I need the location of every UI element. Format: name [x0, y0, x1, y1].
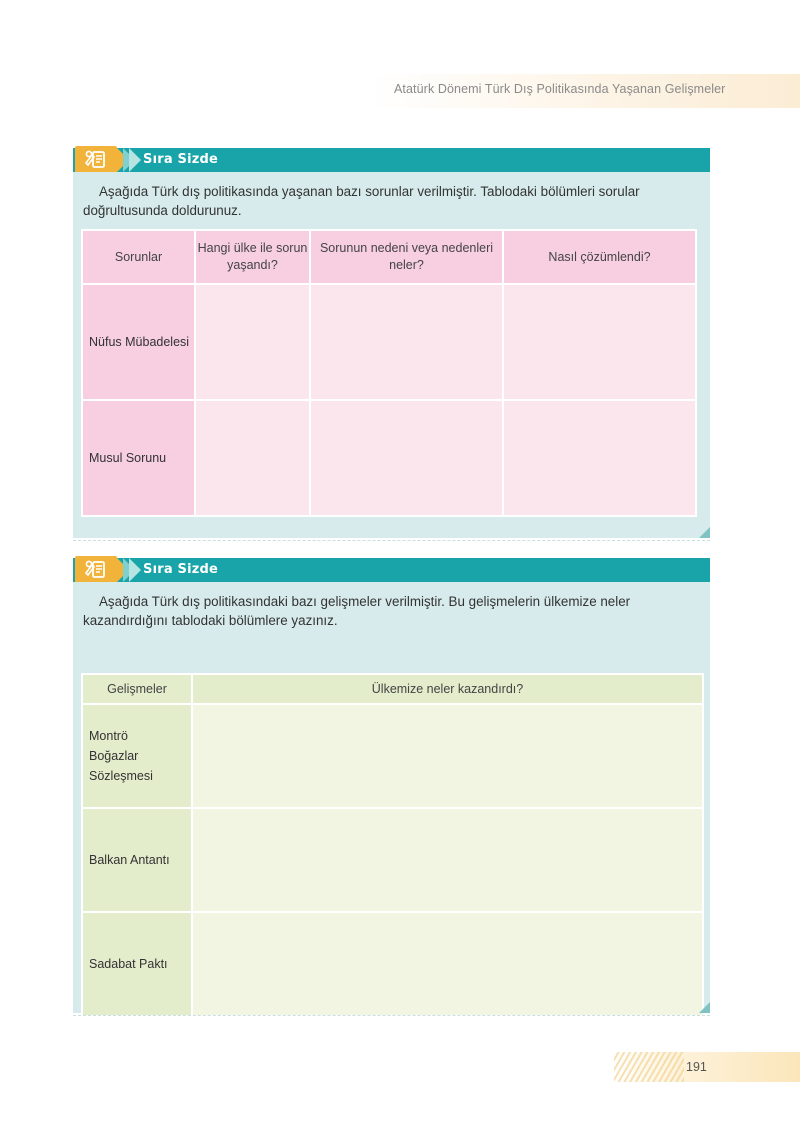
row-label: Sadabat Paktı	[82, 912, 192, 1016]
column-header: Gelişmeler	[82, 674, 192, 704]
activity-header	[73, 558, 710, 582]
activity-header	[73, 148, 710, 172]
column-header: Ülkemize neler kazandırdı?	[192, 674, 703, 704]
divider	[73, 1015, 710, 1016]
row-label: Nüfus Mübadelesi	[82, 284, 195, 400]
column-header: Sorunun nedeni veya nedenleri neler?	[310, 230, 503, 284]
pencil-note-icon	[75, 146, 117, 174]
table-row	[82, 284, 696, 400]
table-row	[82, 400, 696, 516]
table-row	[82, 704, 703, 808]
answer-cell[interactable]	[503, 284, 696, 400]
activity-body	[73, 582, 710, 1013]
answer-cell[interactable]	[195, 400, 310, 516]
chevron-decoration	[129, 558, 141, 582]
activity-section-2	[73, 558, 710, 1013]
activity-body	[73, 172, 710, 538]
answer-cell[interactable]	[192, 704, 703, 808]
activity-instructions: Aşağıda Türk dış politikasında yaşanan bazı sorunlar verilmiştir. Tablodaki bölümleri sorular doğrultusunda doldurunuz.	[83, 184, 640, 218]
row-label: Musul Sorunu	[82, 400, 195, 516]
column-header: Sorunlar	[82, 230, 195, 284]
pencil-note-icon	[75, 556, 117, 584]
answer-cell[interactable]	[192, 808, 703, 912]
answer-cell[interactable]	[192, 912, 703, 1016]
activity-section-1	[73, 148, 710, 538]
divider	[73, 540, 710, 541]
answer-cell[interactable]	[195, 284, 310, 400]
chevron-decoration	[129, 148, 141, 172]
problems-table	[81, 229, 697, 517]
activity-title: Sıra Sizde	[143, 562, 219, 577]
running-title: Atatürk Dönemi Türk Dış Politikasında Yaşanan Gelişmeler	[394, 82, 726, 96]
answer-cell[interactable]	[310, 400, 503, 516]
page-number: 191	[686, 1060, 707, 1074]
running-header	[370, 74, 800, 108]
answer-cell[interactable]	[310, 284, 503, 400]
corner-decoration	[699, 1002, 710, 1013]
row-label: Balkan Antantı	[82, 808, 192, 912]
activity-title: Sıra Sizde	[143, 152, 219, 167]
table-row	[82, 808, 703, 912]
column-header: Hangi ülke ile sorun yaşandı?	[195, 230, 310, 284]
table-row	[82, 912, 703, 1016]
corner-decoration	[699, 527, 710, 538]
page-number-box	[614, 1052, 800, 1082]
row-label-text: Montrö Boğazlar Sözleşmesi	[89, 729, 153, 783]
row-label	[82, 704, 192, 808]
activity-instructions: Aşağıda Türk dış politikasındaki bazı gelişmeler verilmiştir. Bu gelişmelerin ülkemize neler kazandırdığını tablodaki bölümlere yazınız.	[83, 594, 631, 628]
stripe-decoration	[614, 1052, 684, 1082]
column-header: Nasıl çözümlendi?	[503, 230, 696, 284]
answer-cell[interactable]	[503, 400, 696, 516]
developments-table	[81, 673, 704, 1017]
